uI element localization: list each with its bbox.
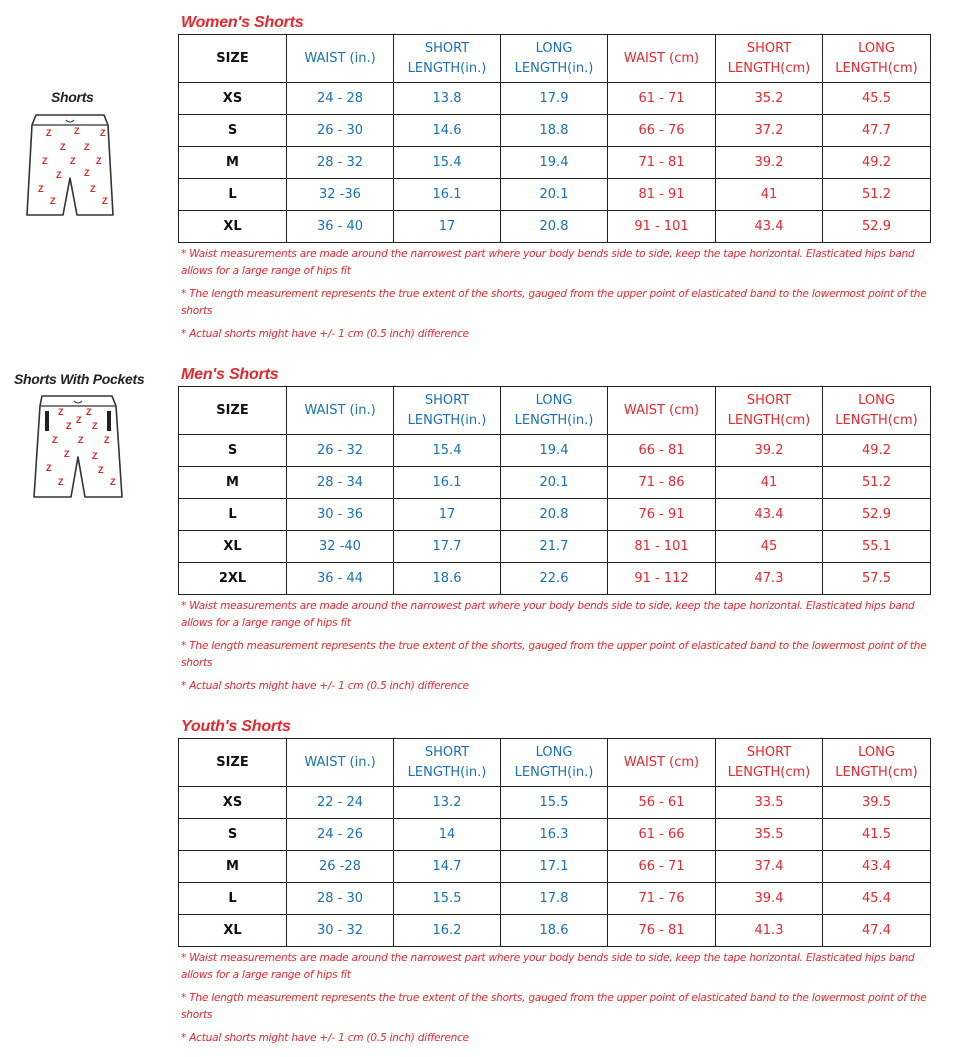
table-row [179, 211, 931, 243]
measurement-cell: 19.4 [501, 435, 608, 467]
shorts-label: Shorts [51, 89, 94, 105]
size-cell: M [179, 851, 287, 883]
measurement-cell: 20.1 [501, 179, 608, 211]
measurement-cell: 18.6 [394, 563, 501, 595]
measurement-cell: 43.4 [823, 851, 931, 883]
z-pattern-glyph: Z [56, 170, 62, 180]
table-row [179, 851, 931, 883]
z-pattern-glyph: Z [84, 168, 90, 178]
z-pattern-glyph: Z [52, 435, 58, 445]
header-short-length-in: SHORT LENGTH(in.) [394, 35, 501, 83]
header-short-length-cm: SHORT LENGTH(cm) [716, 387, 823, 435]
section-title: Youth's Shorts [181, 718, 291, 735]
header-long-length-cm: LONG LENGTH(cm) [823, 739, 931, 787]
note-waist: * Waist measurements are made around the narrowest part where your body bends side to side, keep the tape horizontal. Elasticated hips band allows for a large range of hips fit [181, 248, 915, 277]
z-pattern-glyph: Z [58, 407, 64, 417]
measurement-cell: 36 - 40 [287, 211, 394, 243]
header-row [179, 35, 931, 83]
z-pattern-glyph: Z [42, 156, 48, 166]
z-pattern-glyph: Z [76, 415, 82, 425]
measurement-cell: 52.9 [823, 499, 931, 531]
shorts-with-pockets-label: Shorts With Pockets [14, 371, 145, 387]
measurement-cell: 39.2 [716, 147, 823, 179]
measurement-cell: 22 - 24 [287, 787, 394, 819]
measurement-cell: 17.8 [501, 883, 608, 915]
table-row [179, 147, 931, 179]
header-short-length-cm: SHORT LENGTH(cm) [716, 35, 823, 83]
measurement-cell: 71 - 81 [608, 147, 716, 179]
measurement-cell: 41 [716, 467, 823, 499]
measurement-cell: 51.2 [823, 179, 931, 211]
table-row [179, 883, 931, 915]
table-row [179, 915, 931, 947]
note-length: * The length measurement represents the true extent of the shorts, gauged from the upper point of elasticated band to the lowermost point of the shorts [181, 288, 927, 317]
table-row [179, 435, 931, 467]
size-cell: 2XL [179, 563, 287, 595]
measurement-cell: 56 - 61 [608, 787, 716, 819]
table-row [179, 467, 931, 499]
header-waist-in: WAIST (in.) [287, 387, 394, 435]
measurement-cell: 30 - 32 [287, 915, 394, 947]
measurement-cell: 81 - 101 [608, 531, 716, 563]
size-cell: S [179, 819, 287, 851]
z-pattern-glyph: Z [78, 435, 84, 445]
measurement-cell: 39.5 [823, 787, 931, 819]
table-row [179, 563, 931, 595]
z-pattern-glyph: Z [46, 463, 52, 473]
z-pattern-glyph: Z [66, 421, 72, 431]
size-cell: S [179, 435, 287, 467]
measurement-cell: 61 - 71 [608, 83, 716, 115]
notes [181, 246, 930, 343]
size-cell: L [179, 499, 287, 531]
measurement-cell: 14 [394, 819, 501, 851]
measurement-cell: 17 [394, 499, 501, 531]
measurement-cell: 26 - 30 [287, 115, 394, 147]
size-cell: XL [179, 211, 287, 243]
size-cell: L [179, 179, 287, 211]
z-pattern-glyph: Z [64, 449, 70, 459]
z-pattern-glyph: Z [100, 128, 106, 138]
header-row [179, 387, 931, 435]
measurement-cell: 26 - 32 [287, 435, 394, 467]
section-title: Men's Shorts [181, 366, 279, 383]
header-size: SIZE [179, 35, 287, 83]
measurement-cell: 55.1 [823, 531, 931, 563]
size-cell: XS [179, 83, 287, 115]
measurement-cell: 15.4 [394, 435, 501, 467]
z-pattern-glyph: Z [92, 421, 98, 431]
measurement-cell: 17 [394, 211, 501, 243]
z-pattern-glyph: Z [84, 142, 90, 152]
measurement-cell: 66 - 81 [608, 435, 716, 467]
z-pattern-glyph: Z [58, 477, 64, 487]
measurement-cell: 49.2 [823, 147, 931, 179]
notes [181, 598, 930, 695]
measurement-cell: 39.4 [716, 883, 823, 915]
shorts-illustration [22, 112, 118, 220]
measurement-cell: 16.1 [394, 467, 501, 499]
note-length: * The length measurement represents the true extent of the shorts, gauged from the upper point of elasticated band to the lowermost point of the shorts [181, 992, 927, 1021]
header-long-length-cm: LONG LENGTH(cm) [823, 35, 931, 83]
measurement-cell: 33.5 [716, 787, 823, 819]
header-short-length-cm: SHORT LENGTH(cm) [716, 739, 823, 787]
measurement-cell: 45.5 [823, 83, 931, 115]
measurement-cell: 71 - 76 [608, 883, 716, 915]
measurement-cell: 32 -36 [287, 179, 394, 211]
measurement-cell: 17.9 [501, 83, 608, 115]
measurement-cell: 20.8 [501, 211, 608, 243]
measurement-cell: 37.2 [716, 115, 823, 147]
table-row [179, 531, 931, 563]
z-pattern-glyph: Z [90, 184, 96, 194]
header-short-length-in: SHORT LENGTH(in.) [394, 387, 501, 435]
measurement-cell: 35.5 [716, 819, 823, 851]
measurement-cell: 16.2 [394, 915, 501, 947]
measurement-cell: 45 [716, 531, 823, 563]
z-pattern-glyph: Z [96, 156, 102, 166]
measurement-cell: 20.8 [501, 499, 608, 531]
measurement-cell: 41.5 [823, 819, 931, 851]
measurement-cell: 51.2 [823, 467, 931, 499]
header-short-length-in: SHORT LENGTH(in.) [394, 739, 501, 787]
z-pattern-glyph: Z [104, 435, 110, 445]
note-waist: * Waist measurements are made around the narrowest part where your body bends side to side, keep the tape horizontal. Elasticated hips band allows for a large range of hips fit [181, 952, 915, 981]
header-long-length-in: LONG LENGTH(in.) [501, 387, 608, 435]
size-table [178, 34, 931, 243]
size-cell: L [179, 883, 287, 915]
z-pattern-glyph: Z [98, 465, 104, 475]
measurement-cell: 43.4 [716, 499, 823, 531]
right-pocket-icon [107, 411, 111, 431]
measurement-cell: 71 - 86 [608, 467, 716, 499]
z-pattern-glyph: Z [60, 142, 66, 152]
z-pattern-glyph: Z [46, 128, 52, 138]
measurement-cell: 18.8 [501, 115, 608, 147]
header-waist-cm: WAIST (cm) [608, 35, 716, 83]
measurement-cell: 76 - 91 [608, 499, 716, 531]
z-pattern-glyph: Z [110, 477, 116, 487]
measurement-cell: 45.4 [823, 883, 931, 915]
z-pattern-glyph: Z [70, 156, 76, 166]
measurement-cell: 16.1 [394, 179, 501, 211]
measurement-cell: 91 - 112 [608, 563, 716, 595]
table-row [179, 83, 931, 115]
womens-shorts-section [178, 12, 930, 343]
measurement-cell: 43.4 [716, 211, 823, 243]
size-cell: M [179, 147, 287, 179]
size-cell: M [179, 467, 287, 499]
header-waist-in: WAIST (in.) [287, 35, 394, 83]
table-row [179, 179, 931, 211]
measurement-cell: 24 - 28 [287, 83, 394, 115]
measurement-cell: 35.2 [716, 83, 823, 115]
table-row [179, 787, 931, 819]
z-pattern-glyph: Z [50, 196, 56, 206]
measurement-cell: 36 - 44 [287, 563, 394, 595]
header-waist-in: WAIST (in.) [287, 739, 394, 787]
measurement-cell: 16.3 [501, 819, 608, 851]
section-title: Women's Shorts [181, 14, 304, 31]
measurement-cell: 91 - 101 [608, 211, 716, 243]
header-size: SIZE [179, 387, 287, 435]
size-cell: XL [179, 531, 287, 563]
size-table [178, 738, 931, 947]
measurement-cell: 19.4 [501, 147, 608, 179]
header-size: SIZE [179, 739, 287, 787]
header-row [179, 739, 931, 787]
size-cell: XL [179, 915, 287, 947]
measurement-cell: 41 [716, 179, 823, 211]
measurement-cell: 52.9 [823, 211, 931, 243]
measurement-cell: 28 - 32 [287, 147, 394, 179]
z-pattern-glyph: Z [86, 407, 92, 417]
measurement-cell: 21.7 [501, 531, 608, 563]
measurement-cell: 22.6 [501, 563, 608, 595]
measurement-cell: 39.2 [716, 435, 823, 467]
note-difference: * Actual shorts might have +/- 1 cm (0.5 inch) difference [181, 680, 469, 692]
z-pattern-glyph: Z [92, 451, 98, 461]
measurement-cell: 28 - 30 [287, 883, 394, 915]
measurement-cell: 14.6 [394, 115, 501, 147]
measurement-cell: 14.7 [394, 851, 501, 883]
measurement-cell: 13.2 [394, 787, 501, 819]
size-table [178, 386, 931, 595]
header-long-length-in: LONG LENGTH(in.) [501, 739, 608, 787]
table-row [179, 499, 931, 531]
measurement-cell: 41.3 [716, 915, 823, 947]
measurement-cell: 13.8 [394, 83, 501, 115]
table-row [179, 115, 931, 147]
measurement-cell: 24 - 26 [287, 819, 394, 851]
measurement-cell: 66 - 76 [608, 115, 716, 147]
measurement-cell: 57.5 [823, 563, 931, 595]
note-length: * The length measurement represents the true extent of the shorts, gauged from the upper point of elasticated band to the lowermost point of the shorts [181, 640, 927, 669]
measurement-cell: 28 - 34 [287, 467, 394, 499]
z-pattern-glyph: Z [38, 184, 44, 194]
left-pocket-icon [45, 411, 49, 431]
measurement-cell: 15.5 [394, 883, 501, 915]
shorts-with-pockets-illustration [30, 393, 126, 501]
note-difference: * Actual shorts might have +/- 1 cm (0.5 inch) difference [181, 328, 469, 340]
header-waist-cm: WAIST (cm) [608, 387, 716, 435]
measurement-cell: 32 -40 [287, 531, 394, 563]
header-long-length-cm: LONG LENGTH(cm) [823, 387, 931, 435]
measurement-cell: 26 -28 [287, 851, 394, 883]
measurement-cell: 47.4 [823, 915, 931, 947]
size-cell: XS [179, 787, 287, 819]
measurement-cell: 15.4 [394, 147, 501, 179]
youths-shorts-section [178, 716, 930, 1047]
measurement-cell: 49.2 [823, 435, 931, 467]
mens-shorts-section [178, 364, 930, 695]
z-pattern-glyph: Z [74, 126, 80, 136]
size-cell: S [179, 115, 287, 147]
header-long-length-in: LONG LENGTH(in.) [501, 35, 608, 83]
note-waist: * Waist measurements are made around the narrowest part where your body bends side to side, keep the tape horizontal. Elasticated hips band allows for a large range of hips fit [181, 600, 915, 629]
notes [181, 950, 930, 1047]
measurement-cell: 61 - 66 [608, 819, 716, 851]
measurement-cell: 81 - 91 [608, 179, 716, 211]
measurement-cell: 47.7 [823, 115, 931, 147]
measurement-cell: 17.1 [501, 851, 608, 883]
measurement-cell: 18.6 [501, 915, 608, 947]
measurement-cell: 76 - 81 [608, 915, 716, 947]
table-row [179, 819, 931, 851]
z-pattern-glyph: Z [102, 196, 108, 206]
measurement-cell: 30 - 36 [287, 499, 394, 531]
measurement-cell: 17.7 [394, 531, 501, 563]
measurement-cell: 47.3 [716, 563, 823, 595]
note-difference: * Actual shorts might have +/- 1 cm (0.5 inch) difference [181, 1032, 469, 1044]
measurement-cell: 37.4 [716, 851, 823, 883]
measurement-cell: 66 - 71 [608, 851, 716, 883]
measurement-cell: 20.1 [501, 467, 608, 499]
header-waist-cm: WAIST (cm) [608, 739, 716, 787]
measurement-cell: 15.5 [501, 787, 608, 819]
